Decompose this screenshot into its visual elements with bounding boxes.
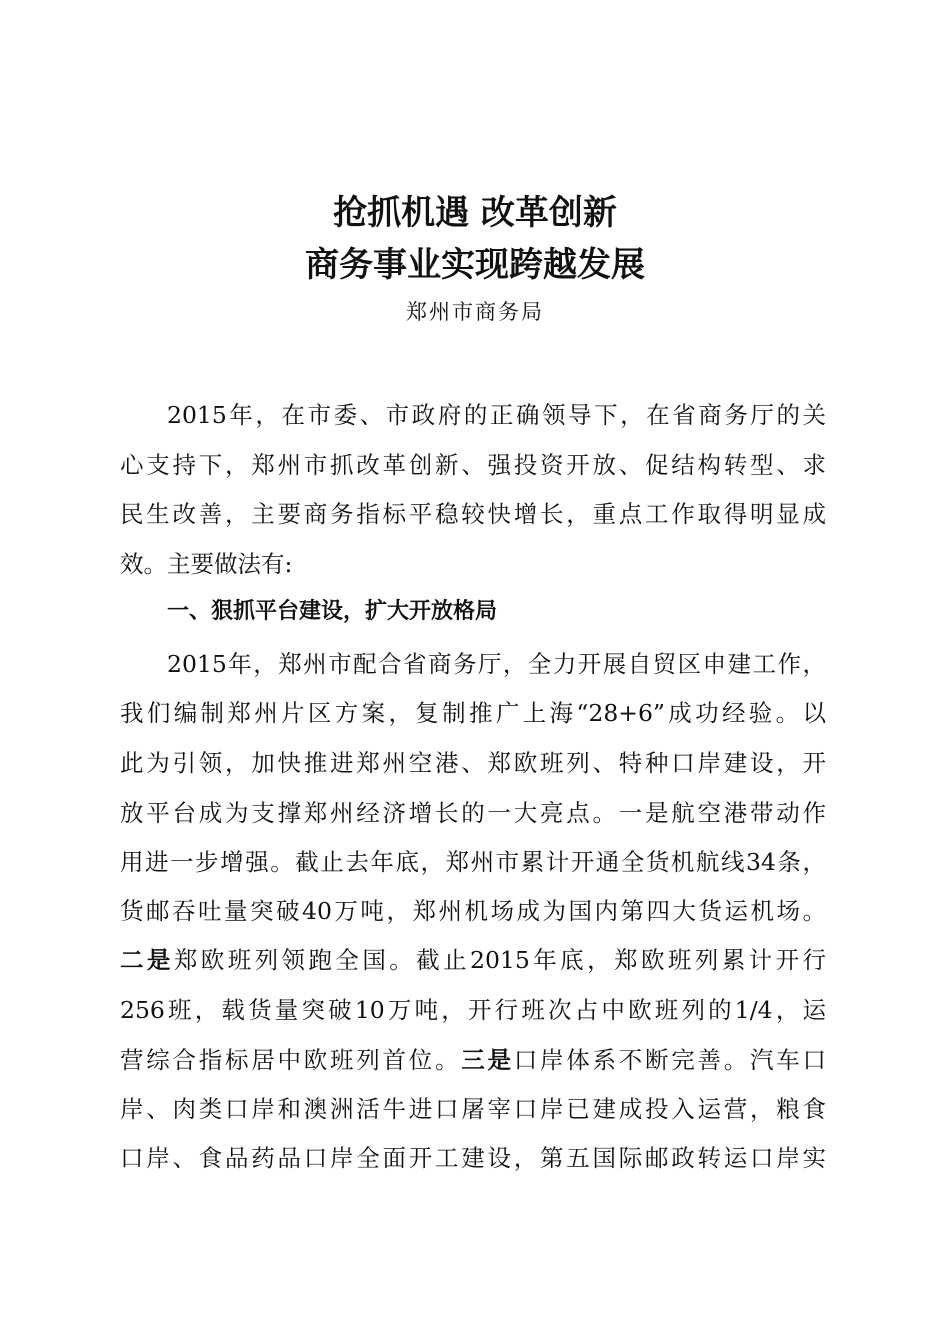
paragraph-2-line-6: 货邮吞吐量突破40万吨，郑州机场成为国内第四大货运机场。 xyxy=(120,897,826,925)
paragraph-2-line-10: 岸、肉类口岸和澳洲活牛进口屠宰口岸已建成投入运营，粮食 xyxy=(120,1095,826,1123)
document-title-line-2: 商务事业实现跨越发展 xyxy=(305,245,645,285)
paragraph-2-line-5: 用进一步增强。截止去年底，郑州市累计开通全货机航线34条， xyxy=(120,848,826,876)
emphasis-label: 二是 xyxy=(120,946,174,974)
paragraph-2-line-11: 口岸、食品药品口岸全面开工建设，第五国际邮政转运口岸实 xyxy=(120,1144,826,1172)
section-heading-1: 一、狠抓平台建设，扩大开放格局 xyxy=(167,599,498,624)
line-text: 口岸体系不断完善。汽车口 xyxy=(513,1046,826,1074)
paragraph-2-line-8: 256班，载货量突破10万吨，开行班次占中欧班列的1/4，运 xyxy=(120,996,826,1024)
line-text: 营综合指标居中欧班列首位。 xyxy=(120,1046,462,1074)
paragraph-2-line-4: 放平台成为支撑郑州经济增长的一大亮点。一是航空港带动作 xyxy=(120,799,826,827)
paragraph-2-line-1: 2015年，郑州市配合省商务厅，全力开展自贸区申建工作， xyxy=(167,650,826,678)
paragraph-2-line-2: 我们编制郑州片区方案，复制推广上海“28+6”成功经验。以 xyxy=(120,699,826,727)
paragraph-2-line-3: 此为引领，加快推进郑州空港、郑欧班列、特种口岸建设，开 xyxy=(120,749,826,777)
line-text: 郑欧班列领跑全国。截止2015年底，郑欧班列累计开行 xyxy=(173,946,827,974)
paragraph-2-line-9 xyxy=(120,1040,826,1080)
paragraph-1-line-4: 效。主要做法有: xyxy=(120,550,293,578)
document-title-line-1: 抢抓机遇 改革创新 xyxy=(333,193,617,233)
paragraph-1-line-2: 心支持下，郑州市抓改革创新、强投资开放、促结构转型、求 xyxy=(120,451,826,479)
paragraph-2-line-7 xyxy=(120,940,826,980)
paragraph-1-line-3: 民生改善，主要商务指标平稳较快增长，重点工作取得明显成 xyxy=(120,500,826,528)
paragraph-1-line-1: 2015年，在市委、市政府的正确领导下，在省商务厅的关 xyxy=(167,401,826,429)
emphasis-label: 三是 xyxy=(461,1046,514,1074)
document-author: 郑州市商务局 xyxy=(406,300,544,324)
